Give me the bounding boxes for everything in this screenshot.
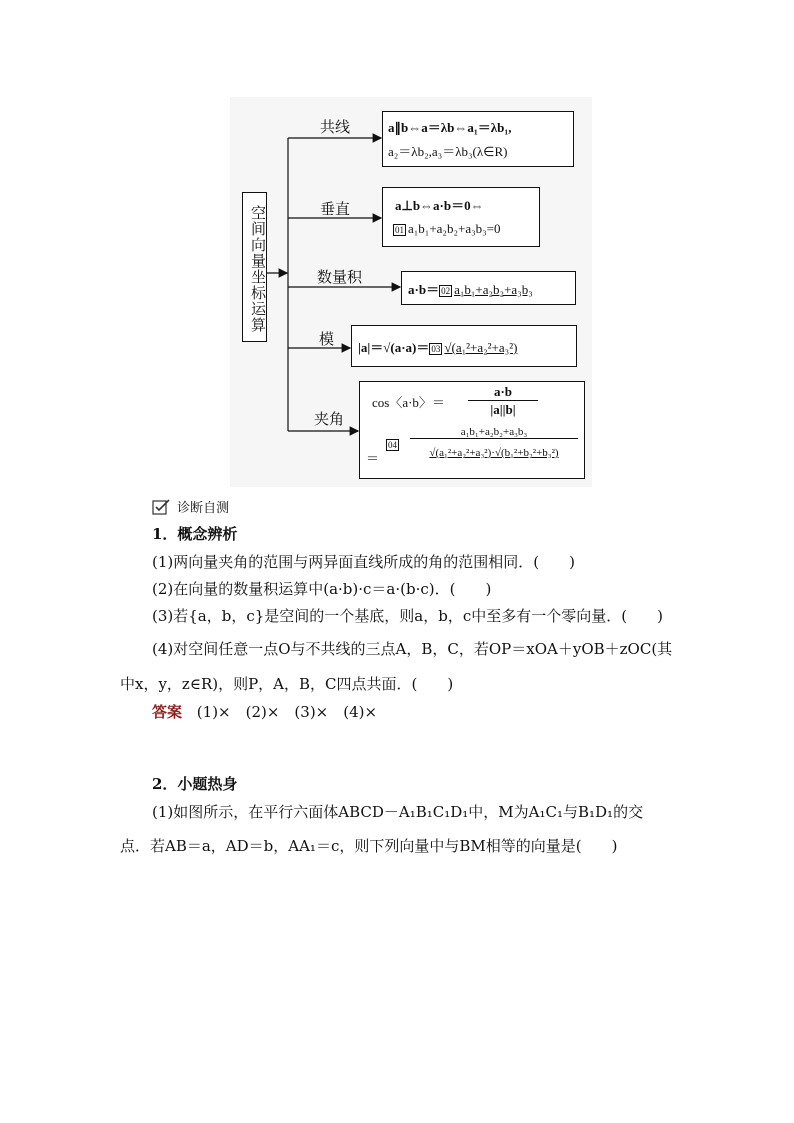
angle-lhs: cos〈a·b〉＝ xyxy=(372,395,445,410)
q1-item-2: (2)在向量的数量积运算中(a·b)·c＝a·(b·c)．( ) xyxy=(152,580,492,598)
q1-item-4-line2: 中x，y，z∈R)，则P，A，B，C四点共面．( ) xyxy=(120,675,454,693)
dot-rhs: a₁b₁+a₂b₂+a₃b₃ xyxy=(454,282,533,297)
collinear-formula-box xyxy=(382,111,574,167)
vector-concept-diagram xyxy=(230,97,592,487)
perpendicular-line1: a⊥b⇔a·b＝0⇔ xyxy=(395,198,484,213)
answer-text: (1)× (2)× (3)× (4)× xyxy=(196,703,378,721)
q1-heading: 1．概念辨析 xyxy=(152,525,238,543)
branch-label-modulus: 模 xyxy=(319,330,335,348)
collinear-line2: a₂＝λb₂,a₃＝λb₃(λ∈R) xyxy=(388,144,508,159)
q1-item-4-line1: (4)对空间任意一点O与不共线的三点A，B，C，若OP＝xOA＋yOB＋zOC(其 xyxy=(152,640,673,658)
branch-label-collinear: 共线 xyxy=(320,118,351,136)
perpendicular-line2: a₁b₁+a₂b₂+a₃b₃=0 xyxy=(408,221,501,236)
angle-eq: ＝ xyxy=(366,451,380,466)
angle-frac2-den: √(a₁²+a₂²+a₃²)·√(b₁²+b₂²+b₃²) xyxy=(429,447,559,459)
angle-frac2-num: a₁b₁+a₂b₂+a₃b₃ xyxy=(410,426,578,439)
blank-number-01: 01 xyxy=(395,225,404,236)
angle-frac1-num: a·b xyxy=(468,384,538,401)
dot-formula-box xyxy=(401,271,576,305)
blank-number-02: 02 xyxy=(441,286,451,297)
branch-label-dot: 数量积 xyxy=(317,268,363,286)
dot-lhs: a·b＝ xyxy=(408,282,440,297)
collinear-line1: a∥b⇔a＝λb⇔a₁＝λb₁, xyxy=(388,120,512,135)
root-label: 空间向量坐标运算 xyxy=(242,192,267,342)
q2-heading: 2．小题热身 xyxy=(152,775,238,793)
modulus-rhs: √(a₁²+a₂²+a₃²) xyxy=(444,340,518,355)
section-header xyxy=(152,496,229,516)
angle-frac1-den: |a||b| xyxy=(490,402,516,417)
checkbox-pencil-icon xyxy=(152,498,172,516)
blank-number-04: 04 xyxy=(388,440,397,451)
q1-item-1: (1)两向量夹角的范围与两异面直线所成的角的范围相同．( ) xyxy=(152,553,575,571)
q1-answer xyxy=(152,701,377,722)
section-title: 诊断自测 xyxy=(177,501,230,516)
branch-label-angle: 夹角 xyxy=(314,410,345,428)
q2-line1: (1)如图所示，在平行六面体ABCD－A₁B₁C₁D₁中，M为A₁C₁与B₁D₁的交 xyxy=(152,803,644,821)
angle-formula-box xyxy=(359,381,585,479)
q2-line2: 点．若AB＝a，AD＝b，AA₁＝c，则下列向量中与BM相等的向量是( ) xyxy=(120,837,618,855)
answer-label: 答案 xyxy=(152,703,183,721)
q1-item-3: (3)若{a，b，c}是空间的一个基底，则a，b，c中至多有一个零向量．( ) xyxy=(152,607,663,625)
perpendicular-formula-box xyxy=(382,187,540,247)
branch-label-perpendicular: 垂直 xyxy=(320,200,351,218)
blank-number-03: 03 xyxy=(431,344,441,355)
modulus-formula-box xyxy=(351,325,577,367)
modulus-lhs: |a|＝√(a·a)＝ xyxy=(358,340,430,355)
